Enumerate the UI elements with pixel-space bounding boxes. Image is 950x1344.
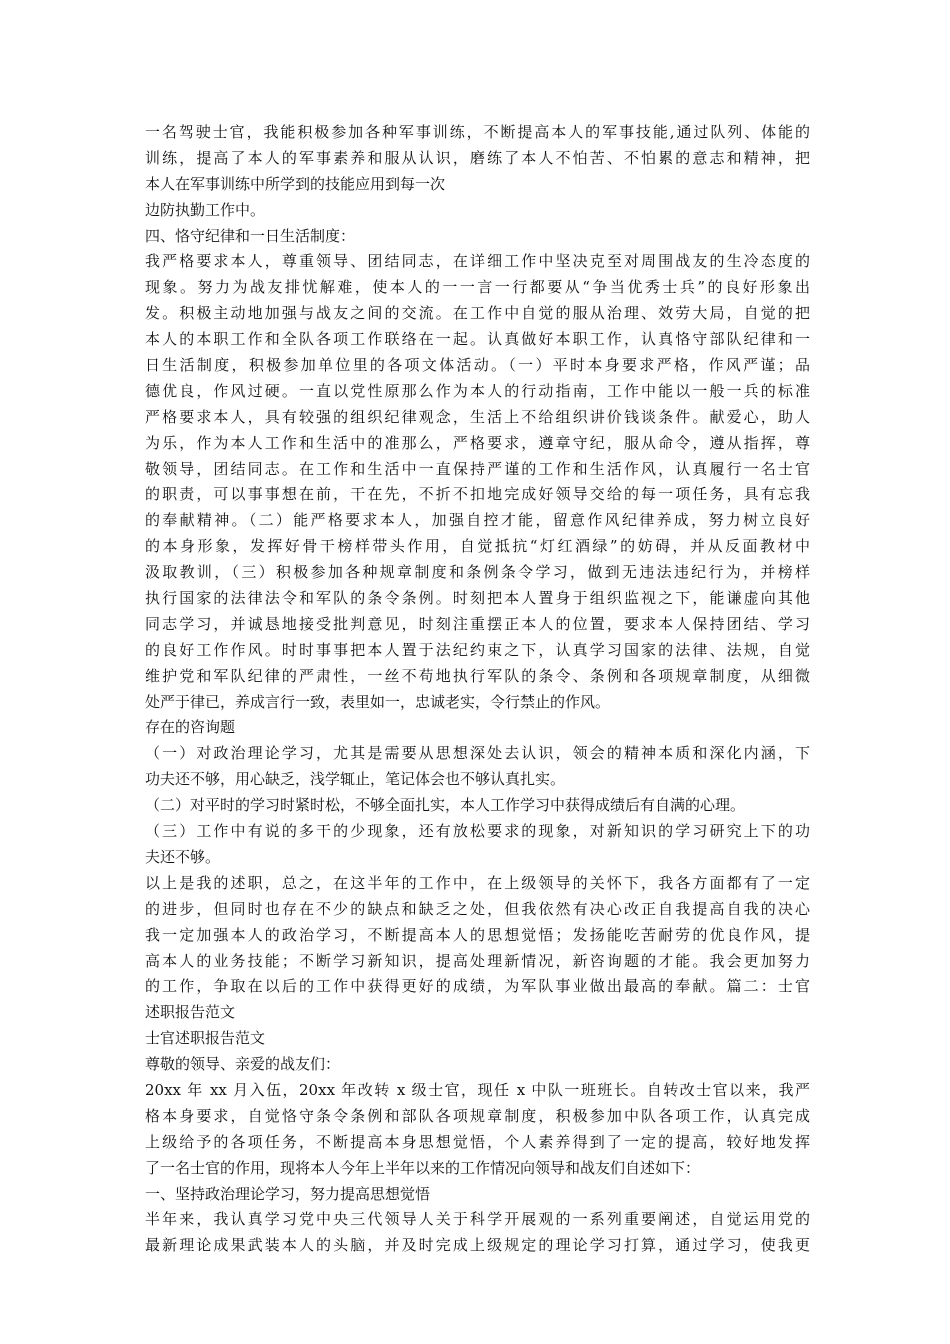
text-line: 20xx 年 xx 月入伍，20xx 年改转 x 级士官，现任 x 中队一班班长。自转改士官以来，我严 [145,1080,810,1099]
text-line: 德优良，作风过硬。一直以党性原那么作为本人的行动指南，工作中能以一般一兵的标准 [145,381,810,400]
text-line: 现象。努力为战友排忧解难，使本人的一一言一行都要从“争当优秀士兵”的良好形象出 [145,278,810,297]
text-line: 严格要求本人，具有较强的组织纪律观念，生活上不给组织讲价钱谈条件。献爱心，助人 [145,407,810,426]
text-line: 同志学习，并诚恳地接受批判意见，时刻注重摆正本人的位置，要求本人保持团结、学习 [145,614,810,633]
section-heading: 存在的咨询题 [145,718,236,737]
text-line: 为乐，作为本人工作和生活中的准那么，严格要求，遵章守纪，服从命令，遵从指挥，尊 [145,433,810,452]
text-line: （三）工作中有说的多干的少现象，还有放松要求的现象，对新知识的学习研究上下的功 [145,822,810,841]
text-line: 夫还不够。 [145,847,221,866]
text-line: 本人在军事训练中所学到的技能应用到每一次 [145,174,446,193]
text-line: 最新理论成果武装本人的头脑，并及时完成上级规定的理论学习打算，通过学习，使我更 [145,1236,810,1255]
text-line: 功夫还不够，用心缺乏，浅学辄止，笔记体会也不够认真扎实。 [145,770,566,789]
text-line: （二）对平时的学习时紧时松，不够全面扎实，本人工作学习中获得成绩后有自满的心理。 [145,796,746,815]
text-line: 训练，提高了本人的军事素养和服从认识，磨练了本人不怕苦、不怕累的意志和精神，把 [145,148,810,167]
text-line: 以上是我的述职，总之，在这半年的工作中，在上级领导的关怀下，我各方面都有了一定 [145,873,810,892]
text-line: 的职责，可以事事想在前，干在先，不折不扣地完成好领导交给的每一项任务，具有忘我 [145,485,810,504]
text-line: 了一名士官的作用，现将本人今年上半年以来的工作情况向领导和战友们自述如下： [145,1158,701,1177]
text-line: 的进步，但同时也存在不少的缺点和缺乏之处，但我依然有决心改正自我提高自我的决心 [145,899,810,918]
text-line: 处严于律已，养成言行一致，表里如一，忠诚老实，令行禁止的作风。 [145,692,611,711]
text-line: 半年来，我认真学习党中央三代领导人关于科学开展观的一系列重要阐述，自觉运用党的 [145,1210,810,1229]
text-line: 述职报告范文 [145,1003,236,1022]
text-line: 的工作，争取在以后的工作中获得更好的成绩，为军队事业做出最高的奉献。篇二：士官 [145,977,810,996]
text-line: 本人的本职工作和全队各项工作联络在一起。认真做好本职工作，认真恪守部队纪律和一 [145,330,810,349]
document-page [145,120,810,1259]
text-line: 发。积极主动地加强与战友之间的交流。在工作中自觉的服从治理、效劳大局，自觉的把 [145,304,810,323]
text-line: 的良好工作作风。时时事事把本人置于法纪约束之下，认真学习国家的法律、法规，自觉 [145,640,810,659]
salutation: 尊敬的领导、亲爱的战友们： [145,1055,341,1074]
text-line: 我一定加强本人的政治学习，不断提高本人的思想觉悟；发扬能吃苦耐劳的优良作风，提 [145,925,810,944]
text-line: 高本人的业务技能；不断学习新知识，提高处理新情况，新咨询题的才能。我会更加努力 [145,951,810,970]
text-line: 的奉献精神。（二）能严格要求本人，加强自控才能，留意作风纪律养成，努力树立良好 [145,511,810,530]
text-line: 维护党和军队纪律的严肃性，一丝不苟地执行军队的条令、条例和各项规章制度，从细微 [145,666,810,685]
text-line: 边防执勤工作中。 [145,200,266,219]
section-heading: 一、坚持政治理论学习，努力提高思想觉悟 [145,1184,431,1203]
text-line: 敬领导，团结同志。在工作和生活中一直保持严谨的工作和生活作风，认真履行一名士官 [145,459,810,478]
section-heading: 士官述职报告范文 [145,1029,266,1048]
text-line: 日生活制度，积极参加单位里的各项文体活动。（一）平时本身要求严格，作风严谨；品 [145,356,810,375]
text-line: 上级给予的各项任务，不断提高本身思想觉悟，个人素养得到了一定的提高，较好地发挥 [145,1132,810,1151]
text-line: 的本身形象，发挥好骨干榜样带头作用，自觉抵抗“灯红酒绿”的妨碍，并从反面教材中 [145,537,810,556]
text-line: （一）对政治理论学习，尤其是需要从思想深处去认识，领会的精神本质和深化内涵，下 [145,744,810,763]
text-line: 执行国家的法律法令和军队的条令条例。时刻把本人置身于组织监视之下，能谦虚向其他 [145,589,810,608]
text-line: 格本身要求，自觉恪守条令条例和部队各项规章制度，积极参加中队各项工作，认真完成 [145,1106,810,1125]
text-line: 汲取教训，（三）积极参加各种规章制度和条例条令学习，做到无违法违纪行为，并榜样 [145,563,810,582]
section-heading: 四、恪守纪律和一日生活制度： [145,226,356,245]
text-line: 一名驾驶士官，我能积极参加各种军事训练，不断提高本人的军事技能,通过队列、体能的 [145,123,810,141]
text-line: 我严格要求本人，尊重领导、团结同志，在详细工作中坚决克至对周围战友的生冷态度的 [145,252,810,271]
